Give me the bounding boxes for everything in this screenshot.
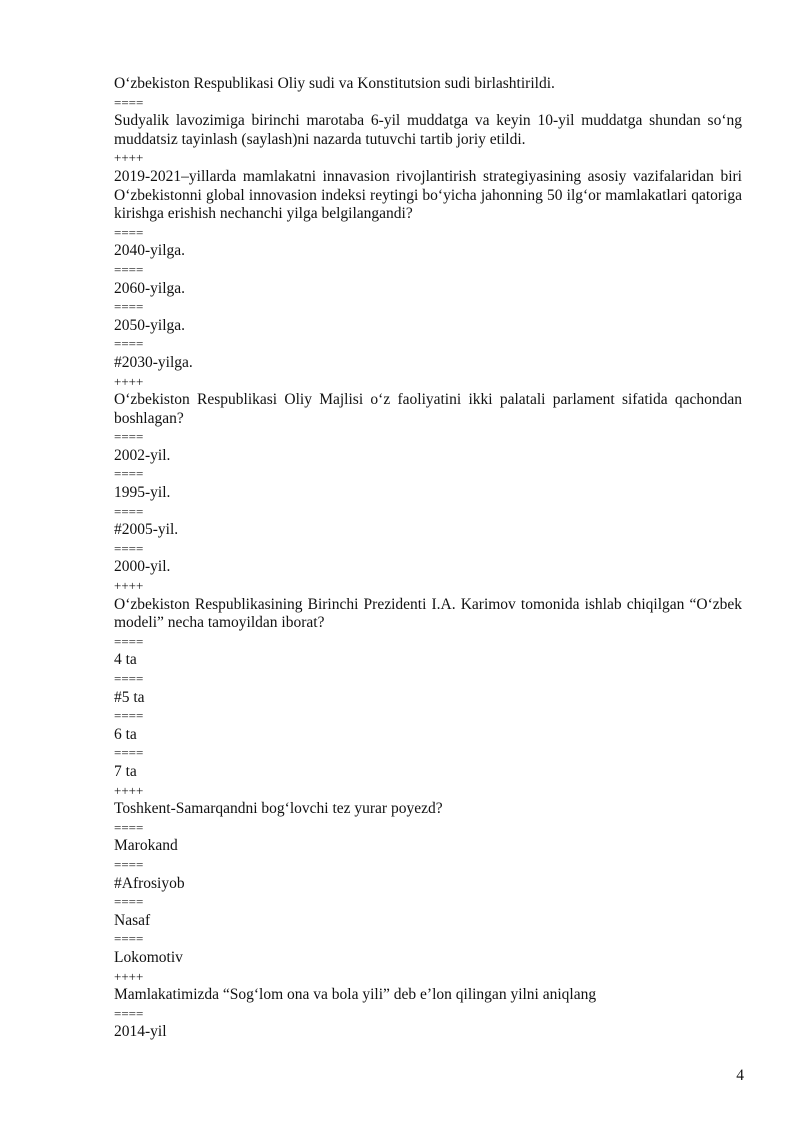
text-line: Sudyalik lavozimiga birinchi marotaba 6-yil muddatga va keyin 10-yil muddatga shundan so‘ng muddatsiz tayinlash (saylash)ni nazarda tutuvchi tartib joriy etildi. [114,112,742,148]
separator-line: ==== [114,745,144,761]
separator-line: ==== [114,94,144,110]
separator-line: ==== [114,819,144,835]
separator-line: ==== [114,540,144,556]
text-line: #Afrosiyob [114,874,185,892]
separator-line: ==== [114,261,144,277]
separator-line: ==== [114,1005,144,1021]
separator-line: ==== [114,856,144,872]
separator-line: ==== [114,466,144,482]
separator-line: ++++ [114,578,144,594]
text-line: O‘zbekiston Respublikasi Oliy sudi va Konstitutsion sudi birlashtirildi. [114,75,555,92]
text-line: Toshkent-Samarqandni bog‘lovchi tez yurar poyezd? [114,800,443,818]
text-line: 2014-yil [114,1023,167,1041]
text-line: 7 ta [114,762,137,780]
separator-line: ++++ [114,373,144,389]
text-line: #5 ta [114,688,145,706]
text-line: #2030-yilga. [114,353,193,371]
text-line: 2002-yil. [114,446,171,464]
separator-line: ++++ [114,150,144,166]
separator-line: ++++ [114,968,144,984]
text-line: 2019-2021–yillarda mamlakatni innavasion rivojlantirish strategiyasining asosiy vazifalaridan biri O‘zbekistonni global innovasion indeksi reytingi bo‘yicha jahonning 50 ilg‘or mamlakatlari qatoriga kirishga erishish nechanchi yilga belgilangandi? [114,167,742,223]
text-line: #2005-yil. [114,521,179,539]
separator-line: ==== [114,503,144,519]
text-line: Lokomotiv [114,948,183,966]
separator-line: ==== [114,708,144,724]
text-line: 6 ta [114,725,137,743]
document-body [114,75,742,1042]
text-line: 2000-yil. [114,558,171,576]
separator-line: ++++ [114,782,144,798]
text-line: O‘zbekiston Respublikasi Oliy Majlisi o‘z faoliyatini ikki palatali parlament sifatida qachondan boshlagan? [114,391,742,427]
text-line: 1995-yil. [114,484,171,502]
text-line: 2060-yilga. [114,279,186,297]
text-line: Mamlakatimizda “Sog‘lom ona va bola yili” deb e’lon qilingan yilni aniqlang [114,986,597,1004]
separator-line: ==== [114,299,144,315]
separator-line: ==== [114,633,144,649]
separator-line: ==== [114,224,144,240]
text-line: 2050-yilga. [114,316,186,334]
text-line: Nasaf [114,911,151,929]
separator-line: ==== [114,429,144,445]
separator-line: ==== [114,671,144,686]
text-line: O‘zbekiston Respublikasining Birinchi Prezidenti I.A. Karimov tomonida ishlab chiqilgan “O‘zbek modeli” necha tamoyildan iborat? [114,595,742,632]
separator-line: ==== [114,931,144,947]
separator-line: ==== [114,336,144,352]
page-number: 4 [736,1067,744,1084]
text-line: Marokand [114,837,178,855]
separator-line: ==== [114,894,144,910]
text-line: 2040-yilga. [114,242,186,260]
text-line: 4 ta [114,651,137,669]
